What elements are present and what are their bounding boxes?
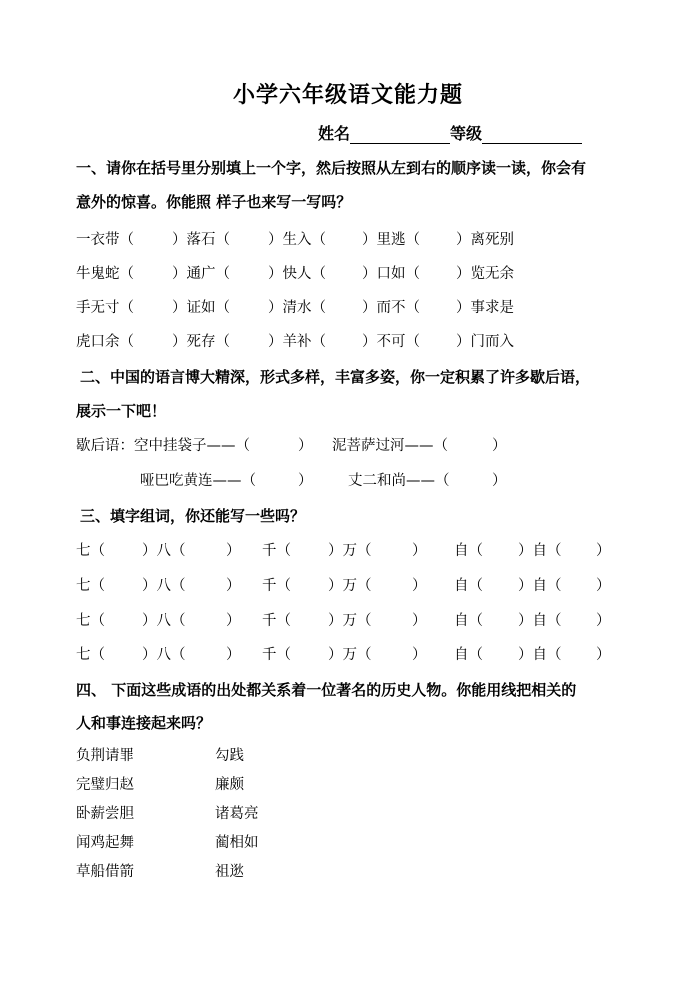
q3-cell: 千（ <box>262 543 291 559</box>
q3-cell: 七（ <box>76 578 105 594</box>
person-item[interactable]: 祖逖 <box>215 864 244 880</box>
q1-cell: 一衣带（ <box>76 232 134 248</box>
q3-cell: ） <box>412 543 427 559</box>
q2-cell: 歇后语：空中挂袋子——（ <box>76 438 250 454</box>
q3-cell: ） <box>226 613 241 629</box>
q1-cell: ）口如（ <box>362 266 420 282</box>
q1-cell: ）不可（ <box>362 334 420 350</box>
q3-cell: ） <box>596 543 611 559</box>
idiom-item[interactable]: 负荆请罪 <box>76 748 134 764</box>
q3-cell: 自（ <box>454 613 483 629</box>
idiom-item[interactable]: 闻鸡起舞 <box>76 835 134 851</box>
q1-line1: 一、请你在括号里分别填上一个字，然后按照从左到右的顺序读一读，你会有 <box>76 159 587 177</box>
name-label: 姓名 <box>318 124 351 143</box>
q1-cell: ）羊补（ <box>268 334 326 350</box>
q3-cell: ）万（ <box>328 543 372 559</box>
q3-cell: ） <box>596 578 611 594</box>
grade-label: 等级 <box>450 124 483 143</box>
q2-cell: ） <box>298 438 313 454</box>
q3-cell: ） <box>596 647 611 663</box>
q3-cell: 七（ <box>76 613 105 629</box>
q1-cell: 手无寸（ <box>76 300 134 316</box>
q3-cell: ）自（ <box>518 613 562 629</box>
q3-cell: ） <box>226 647 241 663</box>
q3-cell: 千（ <box>262 578 291 594</box>
person-item[interactable]: 蔺相如 <box>215 835 259 851</box>
q1-cell: ）落石（ <box>172 232 230 248</box>
q1-cell: ）览无余 <box>456 266 514 282</box>
q2-line2: 展示一下吧！ <box>76 402 167 420</box>
q4-line1: 四、 下面这些成语的出处都关系着一位著名的历史人物。你能用线把相关的 <box>76 681 577 699</box>
person-item[interactable]: 廉颇 <box>215 777 244 793</box>
person-item[interactable]: 勾践 <box>215 748 244 764</box>
q3-cell: ）八（ <box>142 613 186 629</box>
q3-cell: ） <box>226 578 241 594</box>
q1-cell: ）生入（ <box>268 232 326 248</box>
q3-cell: ） <box>412 578 427 594</box>
q1-cell: ）通广（ <box>172 266 230 282</box>
q3-cell: ）八（ <box>142 647 186 663</box>
q1-line2: 意外的惊喜。你能照 样子也来写一写吗？ <box>76 193 352 211</box>
name-blank[interactable] <box>350 125 450 144</box>
q3-cell: 自（ <box>454 578 483 594</box>
q2-cell: 泥菩萨过河——（ <box>332 438 448 454</box>
q3-cell: ）万（ <box>328 613 372 629</box>
q3-line1: 三、填字组词，你还能写一些吗？ <box>80 507 306 525</box>
q2-cell: 丈二和尚——（ <box>348 473 450 489</box>
q3-cell: ） <box>412 647 427 663</box>
q1-cell: ）证如（ <box>172 300 230 316</box>
grade-blank[interactable] <box>482 125 582 144</box>
q1-cell: ）死存（ <box>172 334 230 350</box>
q3-cell: ）自（ <box>518 647 562 663</box>
q2-cell: ） <box>492 438 507 454</box>
q3-cell: 七（ <box>76 647 105 663</box>
q1-cell: ）事求是 <box>456 300 514 316</box>
q1-cell: ）离死别 <box>456 232 514 248</box>
q1-cell: ）门而入 <box>456 334 514 350</box>
q3-cell: ）万（ <box>328 647 372 663</box>
q3-cell: 七（ <box>76 543 105 559</box>
q3-cell: ） <box>412 613 427 629</box>
q2-cell: ） <box>298 473 313 489</box>
q3-cell: 自（ <box>454 543 483 559</box>
idiom-item[interactable]: 卧薪尝胆 <box>76 806 134 822</box>
q3-cell: ）自（ <box>518 543 562 559</box>
q3-cell: ）八（ <box>142 578 186 594</box>
q1-cell: ）而不（ <box>362 300 420 316</box>
q4-line2: 人和事连接起来吗？ <box>76 714 212 732</box>
q3-cell: 千（ <box>262 613 291 629</box>
q2-cell: 哑巴吃黄连——（ <box>140 473 256 489</box>
q1-cell: 牛鬼蛇（ <box>76 266 134 282</box>
q3-cell: ）自（ <box>518 578 562 594</box>
worksheet-title: 小学六年级语文能力题 <box>232 82 463 108</box>
q3-cell: 千（ <box>262 647 291 663</box>
idiom-item[interactable]: 完璧归赵 <box>76 777 134 793</box>
q3-cell: ） <box>596 613 611 629</box>
person-item[interactable]: 诸葛亮 <box>215 806 259 822</box>
q3-cell: ） <box>226 543 241 559</box>
q1-cell: ）里逃（ <box>362 232 420 248</box>
name-grade-bar <box>318 121 582 144</box>
q2-cell: ） <box>492 473 507 489</box>
q2-line1: 二、中国的语言博大精深，形式多样，丰富多姿，你一定积累了许多歇后语， <box>80 368 591 386</box>
q3-cell: ）万（ <box>328 578 372 594</box>
q3-cell: 自（ <box>454 647 483 663</box>
q1-cell: 虎口余（ <box>76 334 134 350</box>
q3-cell: ）八（ <box>142 543 186 559</box>
q1-cell: ）清水（ <box>268 300 326 316</box>
idiom-item[interactable]: 草船借箭 <box>76 864 134 880</box>
q1-cell: ）快人（ <box>268 266 326 282</box>
